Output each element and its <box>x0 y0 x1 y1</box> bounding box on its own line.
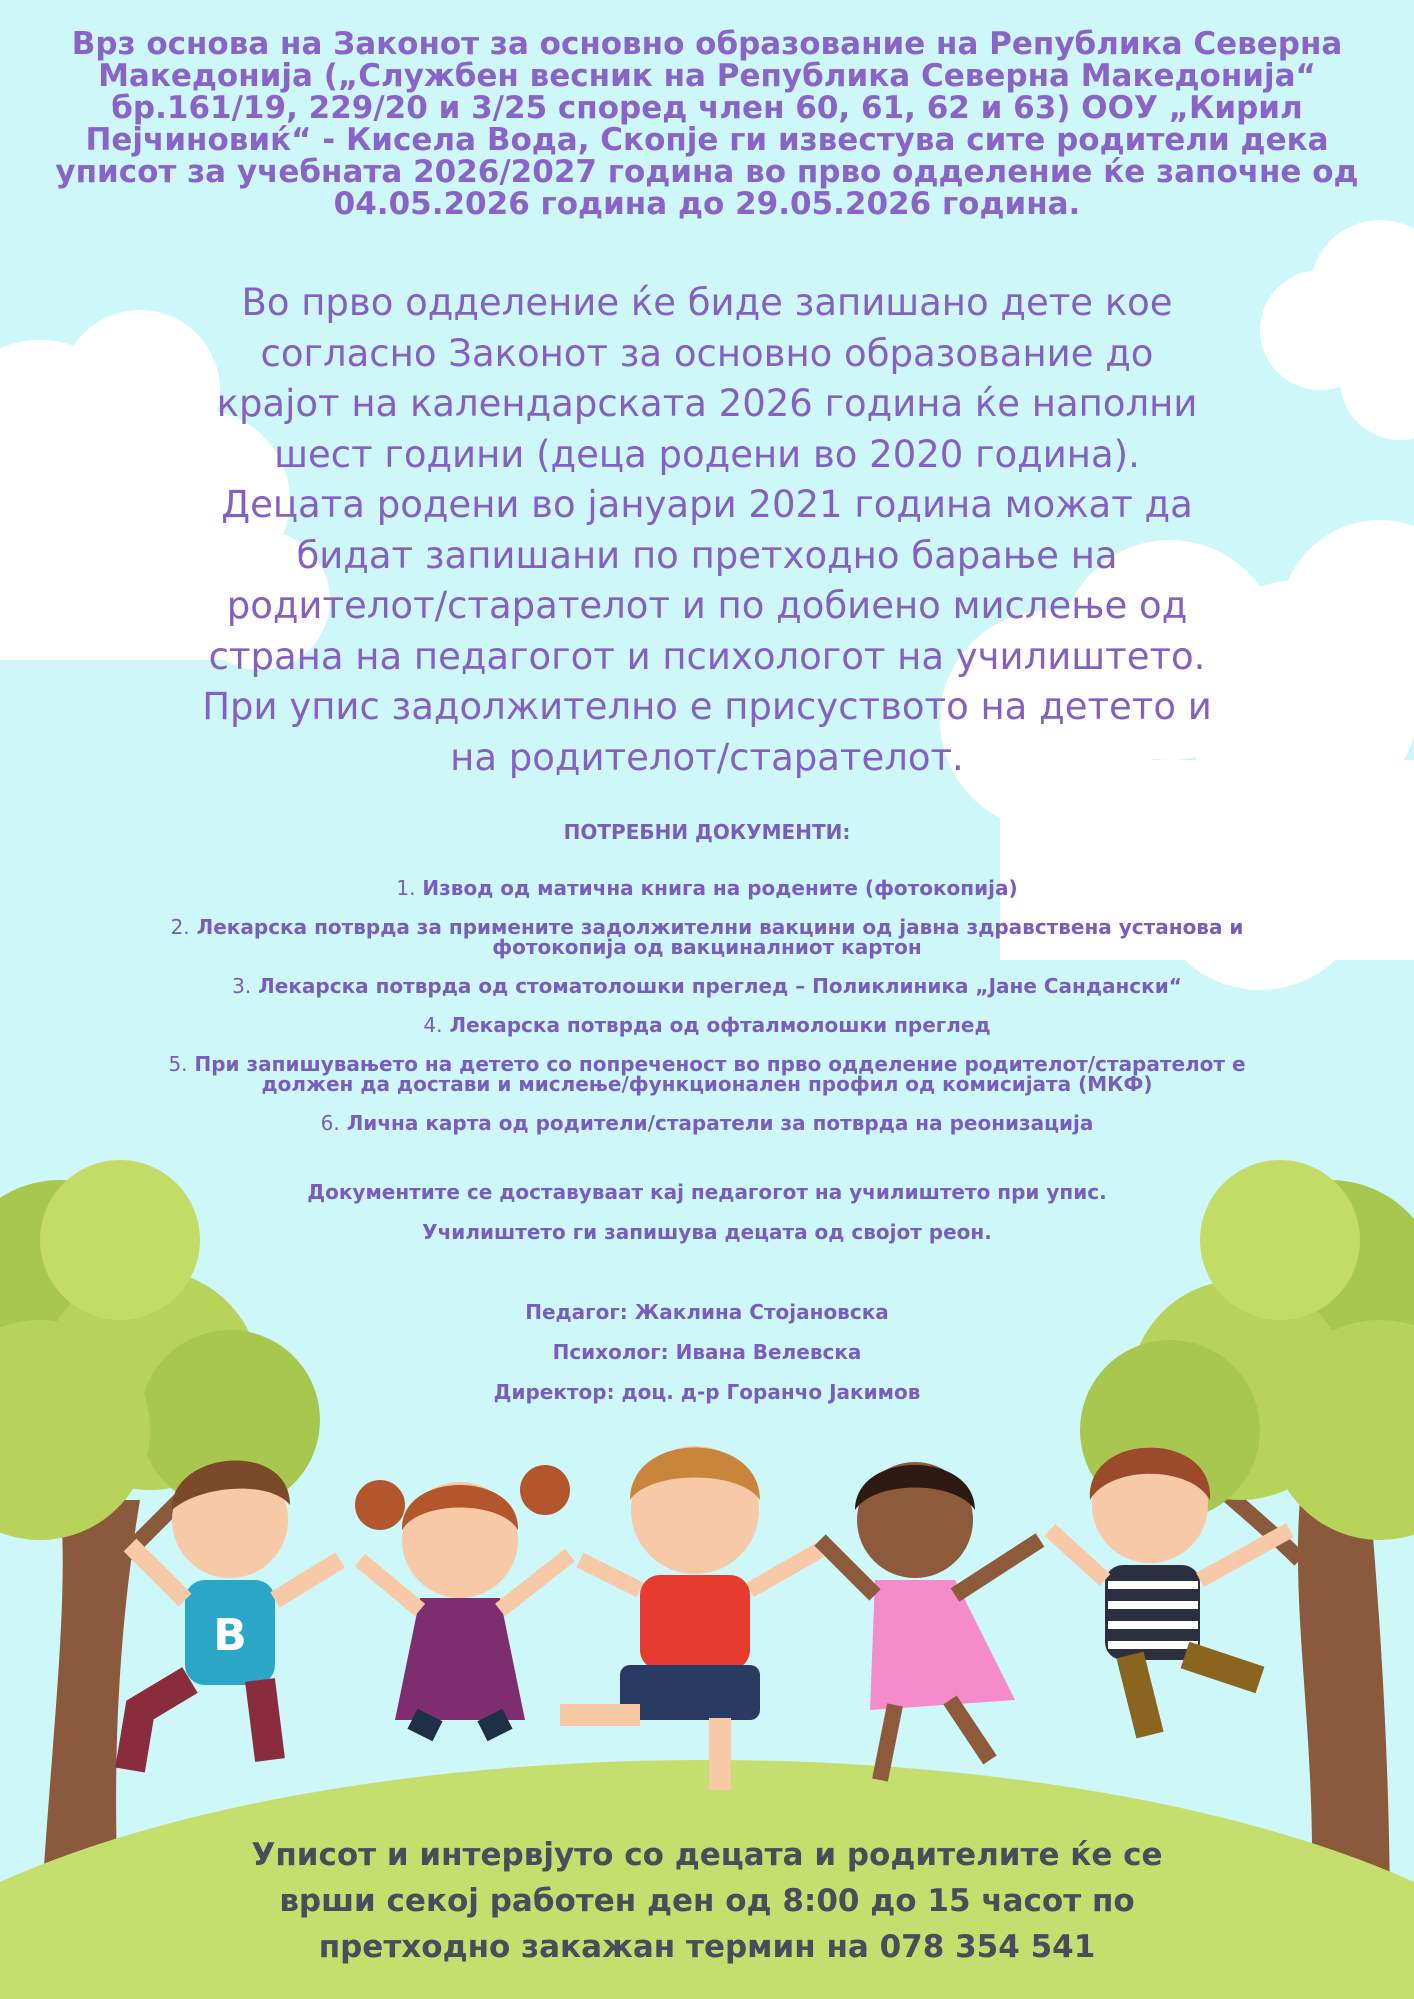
document-item-text: Лекарска потврда од стоматолошки преглед – Поликлиника „Јане Сандански“ <box>258 974 1182 998</box>
appointment-info-text: Уписот и интервјуто со децата и родителите ќе се врши секој работен ден од 8:00 до 15 часот по претходно закажан термин на 078 354 541 <box>251 1837 1163 1965</box>
svg-text:B: B <box>213 1610 247 1661</box>
director-name: Директор: доц. д-р Горанчо Јакимов <box>493 1380 921 1404</box>
document-item <box>140 917 1274 957</box>
document-item-text: Лична карта од родители/старатели за потврда на реонизација <box>346 1111 1094 1135</box>
enrollment-eligibility-text: Во прво одделение ќе биде запишано дете кое согласно Законот за основно образование до крајот на календарската 2026 година ќе наполни шест години (деца родени во 2020 година). Децата родени во јануари 2021 година можат да бидат запишани по претходно барање на родителот/старателот и по добиено мислење од страна на педагогот и психологот на училиштето. При упис задолжително е присуството на детето и на родителот/старателот. <box>202 281 1212 779</box>
document-item-number: 6. <box>320 1111 340 1135</box>
announcement-heading: Врз основа на Законот за основно образование на Република Северна Македонија („Службен весник на Република Северна Македонија“ бр.161/19, 229/20 и 3/25 според член 60, 61, 62 и 63) ООУ „Кирил Пејчиновиќ“ - Кисела Вода, Скопје ги известува сите родители дека уписот за учебната 2026/2027 година во прво одделение ќе започне од 04.05.2026 година до 29.05.2026 година. <box>55 26 1359 222</box>
document-item <box>140 1113 1274 1133</box>
document-item-text: Лекарска потврда од офталмолошки преглед <box>449 1013 991 1037</box>
required-documents-title: ПОТРЕБНИ ДОКУМЕНТИ: <box>563 820 851 844</box>
documents-submission-note: Документите се доставуваат кај педагогот на училиштето при упис. <box>307 1180 1107 1204</box>
pedagogue-name: Педагог: Жаклина Стојановска <box>525 1300 889 1324</box>
psychologist-name: Психолог: Ивана Велевска <box>552 1340 862 1364</box>
school-district-note: Училиштето ги запишува децата од својот реон. <box>422 1220 992 1244</box>
document-item-number: 3. <box>232 974 252 998</box>
document-item-number: 5. <box>168 1052 188 1076</box>
document-item <box>140 1015 1274 1035</box>
document-item-number: 1. <box>396 876 416 900</box>
required-documents-list <box>140 878 1274 1152</box>
document-item-text: Извод од матична книга на родените (фотокопија) <box>422 876 1018 900</box>
document-item <box>140 976 1274 996</box>
document-item-text: При запишувањето на детето со попреченост во прво одделение родителот/старателот е должен да достави и мислење/функционален профил од комисијата (МКФ) <box>194 1052 1246 1096</box>
document-item <box>140 878 1274 898</box>
document-item-number: 4. <box>423 1013 443 1037</box>
document-item <box>140 1054 1274 1094</box>
document-item-number: 2. <box>170 915 190 939</box>
document-item-text: Лекарска потврда за примените задолжителни вакцини од јавна здравствена установа и фотокопија од вакциналниот картон <box>196 915 1244 959</box>
